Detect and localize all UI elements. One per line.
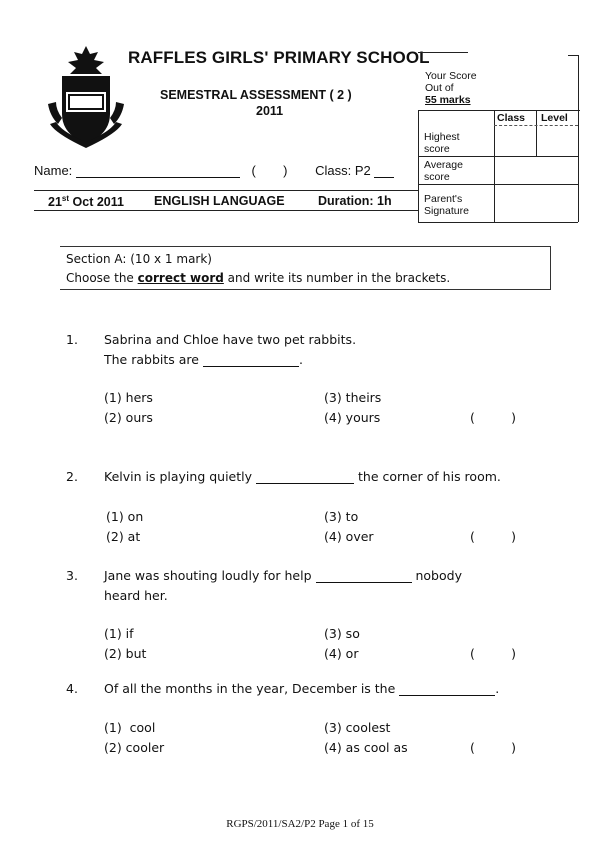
question-text: Kelvin is playing quietly the corner of his room.	[104, 469, 501, 484]
highest-score-label: Highest score	[424, 131, 460, 155]
section-a-title: Section A: (10 x 1 mark)	[66, 252, 212, 266]
option: (2) at	[106, 529, 141, 544]
score-table-grid	[418, 110, 580, 111]
answer-blank[interactable]	[316, 570, 412, 583]
option: (4) as cool as	[324, 740, 408, 755]
class-column-label: Class	[497, 112, 526, 124]
name-label: Name:	[34, 163, 73, 178]
score-table-grid	[536, 110, 537, 156]
option: (3) to	[324, 509, 359, 524]
option: (1) if	[104, 626, 134, 641]
score-table-grid	[494, 110, 495, 222]
score-table-right-line	[578, 55, 579, 115]
question-number: 1.	[66, 332, 78, 347]
score-table-tick	[568, 55, 578, 56]
answer-bracket[interactable]: ( )	[470, 646, 516, 661]
option: (2) cooler	[104, 740, 165, 755]
answer-bracket[interactable]: ( )	[470, 740, 516, 755]
school-name: RAFFLES GIRLS' PRIMARY SCHOOL	[128, 48, 430, 67]
answer-blank[interactable]	[399, 683, 495, 696]
register-paren-open: (	[251, 163, 256, 178]
assessment-year: 2011	[256, 104, 284, 118]
question-text: The rabbits are .	[104, 352, 303, 367]
question-text: heard her.	[104, 588, 168, 603]
question-text: Sabrina and Chloe have two pet rabbits.	[104, 332, 357, 347]
score-table-grid	[578, 110, 579, 222]
question-number: 3.	[66, 568, 78, 583]
option: (2) but	[104, 646, 147, 661]
answer-bracket[interactable]: ( )	[470, 410, 516, 425]
assessment-title: SEMESTRAL ASSESSMENT ( 2 )	[160, 88, 352, 102]
question-number: 2.	[66, 469, 78, 484]
student-info-row	[34, 163, 394, 178]
class-field[interactable]	[374, 163, 394, 178]
your-score-label: Your Score Out of 55 marks	[425, 70, 477, 106]
exam-date: 21st Oct 2011	[48, 194, 124, 210]
score-table-grid	[494, 125, 578, 126]
average-score-label: Average score	[424, 159, 463, 183]
option: (3) theirs	[324, 390, 382, 405]
score-table-top-line	[418, 52, 468, 53]
option: (1) cool	[104, 720, 156, 735]
section-a-instructions: Choose the correct word and write its number in the brackets.	[66, 271, 451, 285]
class-label: Class: P2	[315, 163, 371, 178]
option: (4) or	[324, 646, 359, 661]
score-table-grid	[418, 156, 578, 157]
parent-signature-label: Parent's Signature	[424, 193, 469, 217]
option: (2) ours	[104, 410, 153, 425]
question-text: Jane was shouting loudly for help nobody	[104, 568, 462, 583]
exam-duration: Duration: 1h	[318, 194, 392, 208]
name-field[interactable]	[76, 163, 240, 178]
answer-blank[interactable]	[203, 354, 299, 367]
register-paren-close: )	[283, 163, 288, 178]
info-bar-top-line	[34, 190, 418, 191]
option: (4) over	[324, 529, 374, 544]
score-table-grid	[418, 110, 419, 222]
score-table-grid	[418, 222, 578, 223]
info-bar-bottom-line	[34, 210, 418, 211]
info-bar	[34, 192, 418, 210]
option: (1) on	[106, 509, 144, 524]
page-footer: RGPS/2011/SA2/P2 Page 1 of 15	[226, 818, 374, 830]
option: (3) so	[324, 626, 360, 641]
subject-name: ENGLISH LANGUAGE	[154, 194, 285, 208]
answer-bracket[interactable]: ( )	[470, 529, 516, 544]
question-text: Of all the months in the year, December is the .	[104, 681, 500, 696]
option: (4) yours	[324, 410, 381, 425]
score-table-grid	[418, 184, 578, 185]
question-number: 4.	[66, 681, 78, 696]
answer-blank[interactable]	[256, 471, 354, 484]
school-crest-logo	[46, 44, 126, 150]
level-column-label: Level	[541, 112, 568, 124]
option: (1) hers	[104, 390, 153, 405]
option: (3) coolest	[324, 720, 391, 735]
